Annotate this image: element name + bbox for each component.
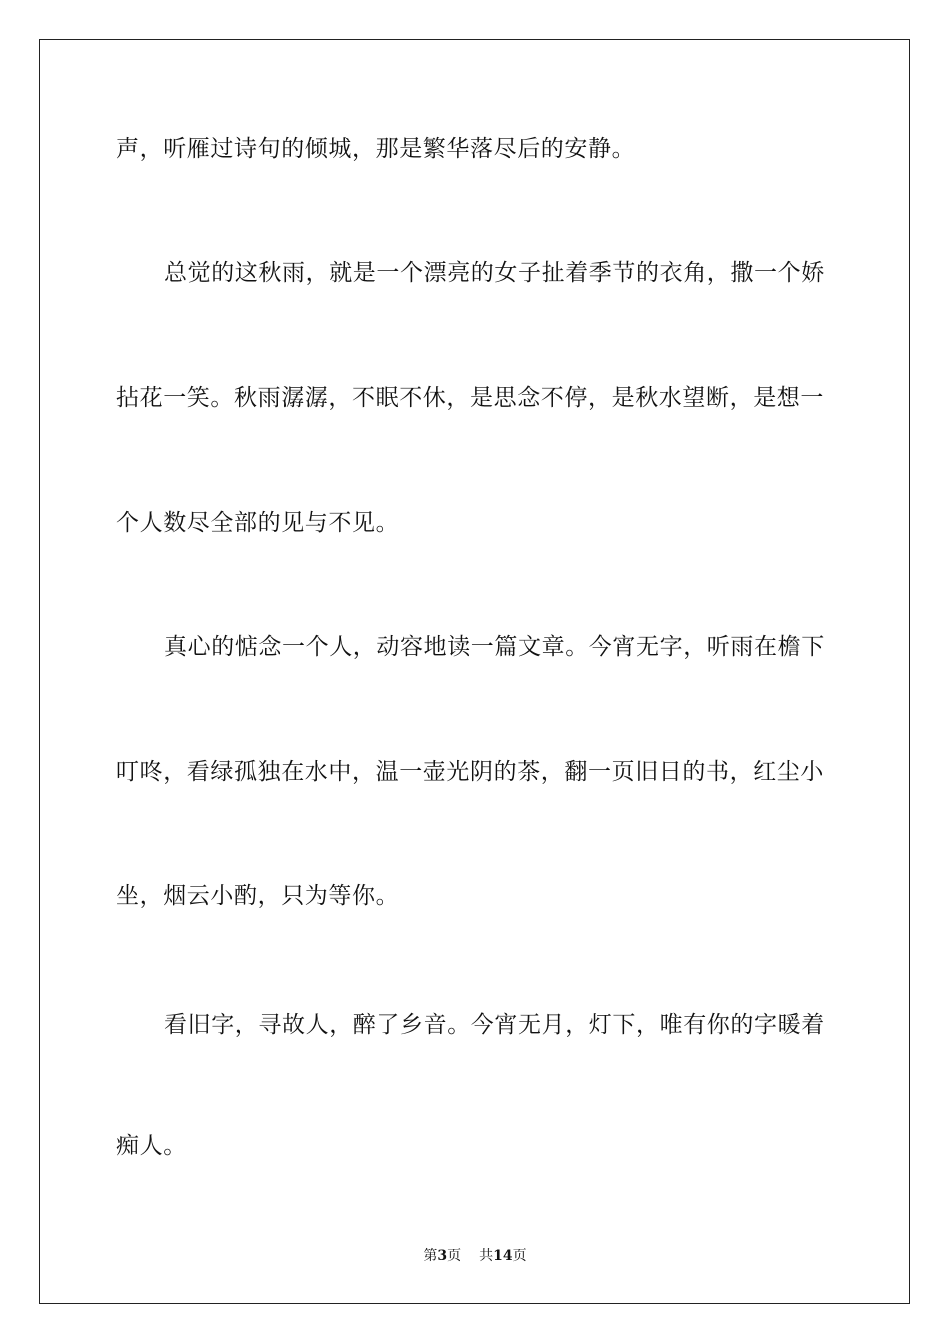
text-line: 坐，烟云小酌，只为等你。 bbox=[116, 883, 400, 909]
paragraph-first-line: 总觉的这秋雨，就是一个漂亮的女子扯着季节的衣角，撒一个娇 bbox=[164, 260, 825, 286]
text-line: 个人数尽全部的见与不见。 bbox=[116, 510, 400, 536]
total-prefix: 共 bbox=[479, 1248, 494, 1264]
text-line: 叮咚，看绿孤独在水中，温一壶光阴的茶，翻一页旧日的书，红尘小 bbox=[116, 759, 824, 785]
page-prefix: 第 bbox=[423, 1248, 438, 1264]
paragraph-first-line: 真心的惦念一个人，动容地读一篇文章。今宵无字，听雨在檐下 bbox=[164, 634, 825, 660]
page-footer bbox=[0, 1246, 950, 1266]
page-border bbox=[39, 39, 910, 1304]
total-suffix: 页 bbox=[512, 1248, 527, 1264]
text-line: 声，听雁过诗句的倾城，那是繁华落尽后的安静。 bbox=[116, 136, 636, 162]
paragraph-first-line: 看旧字，寻故人，醉了乡音。今宵无月，灯下，唯有你的字暖着 bbox=[164, 1012, 825, 1038]
page-suffix: 页 bbox=[447, 1248, 462, 1264]
text-line: 痴人。 bbox=[116, 1133, 187, 1159]
text-line: 拈花一笑。秋雨潺潺，不眠不休，是思念不停，是秋水望断，是想一 bbox=[116, 385, 824, 411]
page-number: 3 bbox=[437, 1248, 448, 1264]
total-pages: 14 bbox=[493, 1248, 513, 1264]
